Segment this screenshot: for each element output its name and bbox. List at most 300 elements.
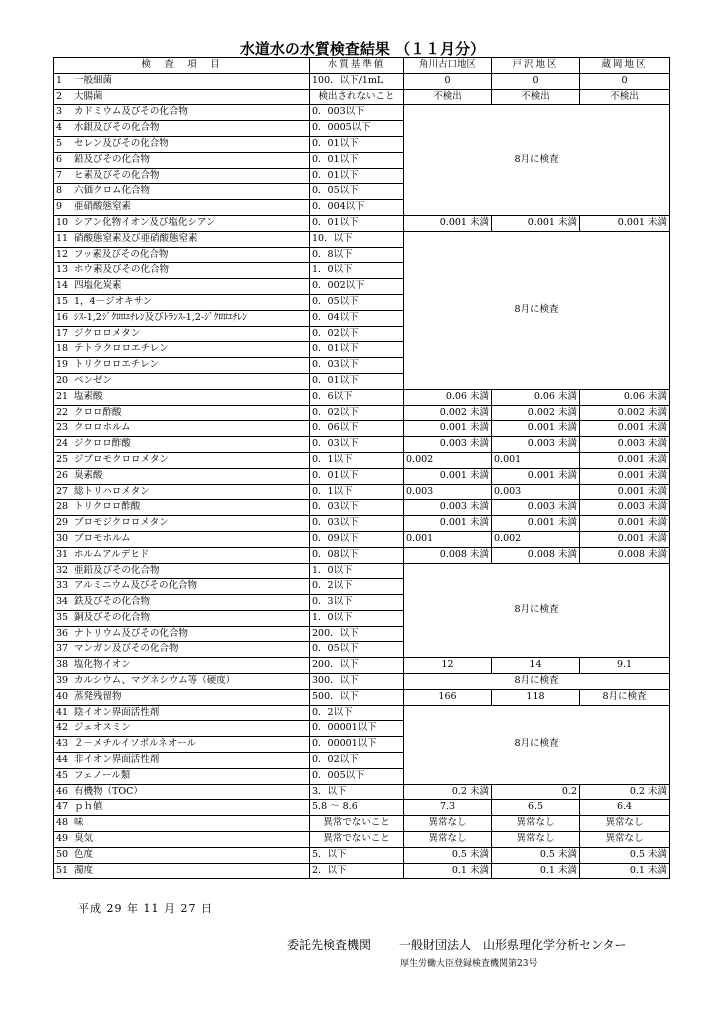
item-name-cell <box>54 389 310 405</box>
area3-result: 0.5 未満 <box>580 847 670 863</box>
standard-value: 0．00001以下 <box>310 737 404 753</box>
standard-value: 5．以下 <box>310 847 404 863</box>
standard-value: 0．00001以下 <box>310 721 404 737</box>
item-name: 水銀及びその化合物 <box>74 122 160 134</box>
item-name-cell <box>54 136 310 152</box>
area3-result: 0.001 未満 <box>580 531 670 547</box>
standard-value: 0．09以下 <box>310 531 404 547</box>
standard-value: 0．8以下 <box>310 247 404 263</box>
standard-value: 0．003以下 <box>310 105 404 121</box>
item-number: 32 <box>56 564 69 576</box>
table-row <box>54 847 670 863</box>
area1-result: 166 <box>404 689 492 705</box>
item-name: ブロモジクロロメタン <box>74 517 169 529</box>
item-number: 45 <box>56 769 69 781</box>
table-row <box>54 784 670 800</box>
item-name: 塩素酸 <box>74 390 103 402</box>
standard-value: 1．0以下 <box>310 610 404 626</box>
item-number: 12 <box>56 248 69 260</box>
item-name: マンガン及びその化合物 <box>74 643 179 655</box>
table-row <box>54 816 670 832</box>
item-name-cell <box>54 89 310 105</box>
results-table <box>53 57 670 879</box>
area2-result: 0.001 未満 <box>492 421 580 437</box>
standard-value: 0．6以下 <box>310 389 404 405</box>
area2-result: 不検出 <box>492 89 580 105</box>
item-name-cell <box>54 421 310 437</box>
item-name-cell <box>54 610 310 626</box>
standard-value: 2．以下 <box>310 863 404 879</box>
standard-value: 10．以下 <box>310 231 404 247</box>
item-name: 非イオン界面活性剤 <box>74 754 160 766</box>
standard-value: 0．06以下 <box>310 421 404 437</box>
standard-value: 0．01以下 <box>310 373 404 389</box>
area1-result: 異常なし <box>404 816 492 832</box>
item-number: 29 <box>56 517 69 529</box>
standard-value: 0．004以下 <box>310 200 404 216</box>
area3-result: 0.001 未満 <box>580 516 670 532</box>
item-name: ｼｽ-1,2ｼﾞｸﾛﾛｴﾁﾚﾝ及びﾄﾗﾝｽ-1,2-ｼﾞｸﾛﾛｴﾁﾚﾝ <box>74 311 247 323</box>
table-row <box>54 674 670 690</box>
area2-result: 0.003 未満 <box>492 500 580 516</box>
standard-value: 0．04以下 <box>310 310 404 326</box>
area2-result: 0.5 未満 <box>492 847 580 863</box>
area2-result: 14 <box>492 658 580 674</box>
area3-result: 0.008 未満 <box>580 547 670 563</box>
table-row <box>54 689 670 705</box>
item-name: 臭素酸 <box>74 469 103 481</box>
area2-result: 0.2 <box>492 784 580 800</box>
area2-result: 異常なし <box>492 816 580 832</box>
item-name: ジクロロ酢酸 <box>74 438 131 450</box>
item-number: 33 <box>56 580 69 592</box>
item-number: 31 <box>56 548 69 560</box>
table-row <box>54 231 670 247</box>
standard-value: 異常でないこと <box>310 816 404 832</box>
area3-result: 0.003 未満 <box>580 500 670 516</box>
standard-value: 0．3以下 <box>310 595 404 611</box>
area3-result: 0.06 未満 <box>580 389 670 405</box>
item-name-cell <box>54 658 310 674</box>
item-name: 鉄及びその化合物 <box>74 596 151 608</box>
area2-result: 0.003 <box>492 484 580 500</box>
item-name-cell <box>54 326 310 342</box>
table-row <box>54 800 670 816</box>
item-name-cell <box>54 452 310 468</box>
item-name-cell <box>54 863 310 879</box>
item-name-cell <box>54 231 310 247</box>
standard-value: 0．1以下 <box>310 452 404 468</box>
header-item: 検 査 項 目 <box>54 58 310 74</box>
standard-value: 0．2以下 <box>310 579 404 595</box>
area3-result: 0.003 未満 <box>580 437 670 453</box>
area1-result: 0.001 未満 <box>404 468 492 484</box>
area2-result: 0.001 <box>492 452 580 468</box>
standard-value: 0．01以下 <box>310 136 404 152</box>
item-name: 1，4－ジオキサン <box>74 295 153 307</box>
table-row <box>54 500 670 516</box>
standard-value: 0．03以下 <box>310 437 404 453</box>
area3-result: 0.001 未満 <box>580 452 670 468</box>
item-name-cell <box>54 342 310 358</box>
area1-result: 0.001 未満 <box>404 421 492 437</box>
item-name: カドミウム及びその化合物 <box>74 106 188 118</box>
item-name: ベンゼン <box>74 374 113 386</box>
inspection-organization <box>287 936 627 953</box>
item-name-cell <box>54 279 310 295</box>
standard-value: 0．002以下 <box>310 279 404 295</box>
item-name: 臭気 <box>74 833 94 845</box>
item-number: 27 <box>56 485 69 497</box>
org-label: 委託先検査機関 <box>287 938 372 952</box>
item-name: ヒ素及びその化合物 <box>74 169 160 181</box>
table-row <box>54 658 670 674</box>
item-name-cell <box>54 105 310 121</box>
item-number: 46 <box>56 785 69 797</box>
area2-result: 0.001 未満 <box>492 468 580 484</box>
area1-result: 0.002 <box>404 452 492 468</box>
item-number: 21 <box>56 390 69 402</box>
item-name-cell <box>54 753 310 769</box>
item-name: トリクロロエチレン <box>74 359 159 371</box>
area1-result: 異常なし <box>404 832 492 848</box>
item-name: カルシウム、マグネシウム等（硬度） <box>74 675 236 687</box>
area3-result: 0.001 未満 <box>580 484 670 500</box>
item-name: 鉛及びその化合物 <box>74 153 151 165</box>
item-number: 17 <box>56 327 69 339</box>
item-number: 43 <box>56 738 69 750</box>
table-row <box>54 531 670 547</box>
item-name: クロロホルム <box>74 422 131 434</box>
item-name-cell <box>54 547 310 563</box>
item-name: クロロ酢酸 <box>74 406 122 418</box>
area2-result: 0.003 未満 <box>492 437 580 453</box>
item-number: 41 <box>56 706 69 718</box>
item-number: 9 <box>56 201 63 213</box>
item-number: 50 <box>56 848 69 860</box>
item-name-cell <box>54 721 310 737</box>
item-name: 色度 <box>74 848 94 860</box>
item-number: 8 <box>56 185 63 197</box>
table-row <box>54 215 670 231</box>
standard-value: 0．005以下 <box>310 768 404 784</box>
item-name: ホルムアルデヒド <box>74 548 150 560</box>
item-name-cell <box>54 215 310 231</box>
item-name-cell <box>54 437 310 453</box>
item-name: 総トリハロメタン <box>74 485 150 497</box>
item-name: シアン化物イオン及び塩化シアン <box>74 216 216 228</box>
area3-result: 8月に検査 <box>580 689 670 705</box>
item-number: 25 <box>56 453 69 465</box>
item-number: 19 <box>56 359 69 371</box>
area2-result: 0.001 未満 <box>492 215 580 231</box>
item-name-cell <box>54 73 310 89</box>
item-name-cell <box>54 737 310 753</box>
area3-result: 6.4 <box>580 800 670 816</box>
standard-value: 300．以下 <box>310 674 404 690</box>
item-name-cell <box>54 373 310 389</box>
standard-value: 0．01以下 <box>310 168 404 184</box>
standard-value: 0．05以下 <box>310 184 404 200</box>
item-name-cell <box>54 642 310 658</box>
item-name-cell <box>54 484 310 500</box>
standard-value: 0．1以下 <box>310 484 404 500</box>
area1-result: 0.5 未満 <box>404 847 492 863</box>
header-area3: 蔵岡地区 <box>580 58 670 74</box>
item-name: アルミニウム及びその化合物 <box>74 580 198 592</box>
standard-value: 200．以下 <box>310 626 404 642</box>
item-name: 亜硝酸態窒素 <box>74 201 132 213</box>
item-name: 亜鉛及びその化合物 <box>74 564 160 576</box>
item-name: ジブロモクロロメタン <box>74 453 170 465</box>
item-name-cell <box>54 832 310 848</box>
item-name-cell <box>54 689 310 705</box>
area3-result: 0 <box>580 73 670 89</box>
item-name: ブロモホルム <box>74 532 131 544</box>
header-standard: 水質基準値 <box>310 58 404 74</box>
item-number: 18 <box>56 343 69 355</box>
item-name-cell <box>54 768 310 784</box>
area1-result: 0 <box>404 73 492 89</box>
area3-result: 0.1 未満 <box>580 863 670 879</box>
item-number: 30 <box>56 532 69 544</box>
area3-result: 異常なし <box>580 816 670 832</box>
item-name: ホウ素及びその化合物 <box>74 264 170 276</box>
table-row <box>54 516 670 532</box>
item-name: 六価クロム化合物 <box>74 185 151 197</box>
item-name: 四塩化炭素 <box>74 280 122 292</box>
table-row <box>54 705 670 721</box>
table-row <box>54 863 670 879</box>
org-name: 一般財団法人 山形県理化学分析センター <box>399 938 627 952</box>
table-row <box>54 89 670 105</box>
item-name: 有機物（TOC） <box>74 785 143 797</box>
item-name-cell <box>54 121 310 137</box>
item-name: ２－メチルイソボルネオール <box>74 738 197 750</box>
area2-result: 0.1 未満 <box>492 863 580 879</box>
item-name-cell <box>54 310 310 326</box>
item-name-cell <box>54 674 310 690</box>
merged-result: 8月に検査 <box>404 705 670 784</box>
item-number: 23 <box>56 422 69 434</box>
area1-result: 12 <box>404 658 492 674</box>
table-row <box>54 547 670 563</box>
area1-result: 0.008 未満 <box>404 547 492 563</box>
item-number: 49 <box>56 833 69 845</box>
standard-value: 1．0以下 <box>310 563 404 579</box>
item-name-cell <box>54 595 310 611</box>
table-row <box>54 421 670 437</box>
item-name-cell <box>54 405 310 421</box>
area3-result: 0.2 未満 <box>580 784 670 800</box>
item-name-cell <box>54 247 310 263</box>
area1-result: 0.2 未満 <box>404 784 492 800</box>
area2-result: 118 <box>492 689 580 705</box>
item-name: 味 <box>74 817 84 829</box>
item-name: 濁度 <box>74 864 94 876</box>
item-name: 硝酸態窒素及び亜硝酸態窒素 <box>74 232 198 244</box>
standard-value: 100．以下/1mL <box>310 73 404 89</box>
item-name: 銅及びその化合物 <box>74 611 151 623</box>
table-row <box>54 389 670 405</box>
standard-value: 異常でないこと <box>310 832 404 848</box>
item-number: 5 <box>56 137 63 149</box>
standard-value: 0．2以下 <box>310 705 404 721</box>
item-number: 3 <box>56 106 63 118</box>
area2-result: 0.008 未満 <box>492 547 580 563</box>
area1-result: 不検出 <box>404 89 492 105</box>
item-number: 24 <box>56 438 69 450</box>
item-number: 47 <box>56 801 69 813</box>
standard-value: 0．01以下 <box>310 215 404 231</box>
area1-result: 0.003 <box>404 484 492 500</box>
area1-result: 0.1 未満 <box>404 863 492 879</box>
item-name: ナトリウム及びその化合物 <box>74 627 188 639</box>
table-row <box>54 484 670 500</box>
area2-result: 0.06 未満 <box>492 389 580 405</box>
item-name-cell <box>54 168 310 184</box>
table-row <box>54 73 670 89</box>
item-number: 48 <box>56 817 69 829</box>
area2-result: 0.001 未満 <box>492 516 580 532</box>
area3-result: 9.1 <box>580 658 670 674</box>
item-number: 20 <box>56 374 69 386</box>
item-number: 36 <box>56 627 69 639</box>
item-number: 40 <box>56 690 69 702</box>
item-name-cell <box>54 152 310 168</box>
standard-value: 0．03以下 <box>310 500 404 516</box>
item-name-cell <box>54 784 310 800</box>
item-number: 39 <box>56 675 69 687</box>
area3-result: 0.001 未満 <box>580 468 670 484</box>
standard-value: 0．03以下 <box>310 516 404 532</box>
table-row <box>54 468 670 484</box>
table-body <box>54 73 670 879</box>
standard-value: 3．以下 <box>310 784 404 800</box>
item-name: フッ素及びその化合物 <box>74 248 169 260</box>
merged-result: 8月に検査 <box>404 231 670 389</box>
item-number: 34 <box>56 596 69 608</box>
item-name: 蒸発残留物 <box>74 690 122 702</box>
standard-value: 0．03以下 <box>310 358 404 374</box>
standard-value: 0．0005以下 <box>310 121 404 137</box>
item-name: トリクロロ酢酸 <box>74 501 141 513</box>
area3-result: 0.002 未満 <box>580 405 670 421</box>
table-row <box>54 832 670 848</box>
item-name: 塩化物イオン <box>74 659 131 671</box>
table-row <box>54 105 670 121</box>
item-name: セレン及びその化合物 <box>74 137 169 149</box>
item-name-cell <box>54 705 310 721</box>
item-name-cell <box>54 626 310 642</box>
item-name-cell <box>54 184 310 200</box>
area2-result: 0 <box>492 73 580 89</box>
standard-value: 0．05以下 <box>310 294 404 310</box>
area2-result: 0.002 未満 <box>492 405 580 421</box>
item-number: 37 <box>56 643 69 655</box>
item-name: ｐｈ値 <box>74 801 103 813</box>
table-row <box>54 563 670 579</box>
item-number: 15 <box>56 295 69 307</box>
item-name-cell <box>54 531 310 547</box>
item-name-cell <box>54 847 310 863</box>
item-name-cell <box>54 516 310 532</box>
item-name-cell <box>54 800 310 816</box>
header-area2: 戸沢地区 <box>492 58 580 74</box>
area2-result: 0.002 <box>492 531 580 547</box>
item-name: テトラクロロエチレン <box>74 343 169 355</box>
area1-result: 0.001 未満 <box>404 516 492 532</box>
standard-value: 0．01以下 <box>310 342 404 358</box>
area1-result: 0.003 未満 <box>404 500 492 516</box>
item-name-cell <box>54 500 310 516</box>
standard-value: 0．02以下 <box>310 326 404 342</box>
area3-result: 0.001 未満 <box>580 421 670 437</box>
table-header-row <box>54 58 670 74</box>
area3-result: 0.001 未満 <box>580 215 670 231</box>
item-name: 大腸菌 <box>74 90 103 102</box>
standard-value: 200．以下 <box>310 658 404 674</box>
item-name-cell <box>54 263 310 279</box>
standard-value: 1．0以下 <box>310 263 404 279</box>
item-number: 44 <box>56 754 69 766</box>
report-date: 平成 29 年 11 月 27 日 <box>78 902 213 915</box>
area2-result: 異常なし <box>492 832 580 848</box>
item-name-cell <box>54 816 310 832</box>
merged-result: 8月に検査 <box>404 674 670 690</box>
item-name: 陰イオン界面活性剤 <box>74 706 160 718</box>
item-name-cell <box>54 200 310 216</box>
standard-value: 0．02以下 <box>310 753 404 769</box>
item-number: 16 <box>56 311 69 323</box>
table-row <box>54 437 670 453</box>
item-name-cell <box>54 358 310 374</box>
item-name: ジクロロメタン <box>74 327 141 339</box>
item-name: フェノール類 <box>74 769 131 781</box>
standard-value: 0．01以下 <box>310 152 404 168</box>
item-number: 26 <box>56 469 69 481</box>
area3-result: 異常なし <box>580 832 670 848</box>
header-area1: 角川古口地区 <box>404 58 492 74</box>
merged-result: 8月に検査 <box>404 563 670 658</box>
item-number: 11 <box>56 232 69 244</box>
area1-result: 7.3 <box>404 800 492 816</box>
standard-value: 500．以下 <box>310 689 404 705</box>
area1-result: 0.06 未満 <box>404 389 492 405</box>
registration-number: 厚生労働大臣登録検査機関第23号 <box>400 959 538 969</box>
item-number: 22 <box>56 406 69 418</box>
area1-result: 0.003 未満 <box>404 437 492 453</box>
table-row <box>54 405 670 421</box>
standard-value: 0．02以下 <box>310 405 404 421</box>
item-name: 一般細菌 <box>74 74 113 86</box>
area1-result: 0.001 未満 <box>404 215 492 231</box>
item-number: 13 <box>56 264 69 276</box>
item-number: 35 <box>56 611 69 623</box>
standard-value: 5.8 ～ 8.6 <box>310 800 404 816</box>
item-number: 14 <box>56 280 69 292</box>
item-name-cell <box>54 579 310 595</box>
standard-value: 0．05以下 <box>310 642 404 658</box>
item-name: ジェオスミン <box>74 722 131 734</box>
standard-value: 0．08以下 <box>310 547 404 563</box>
item-number: 10 <box>56 216 69 228</box>
item-name-cell <box>54 468 310 484</box>
item-number: 2 <box>56 90 63 102</box>
area3-result: 不検出 <box>580 89 670 105</box>
item-number: 4 <box>56 122 63 134</box>
item-number: 1 <box>56 74 63 86</box>
